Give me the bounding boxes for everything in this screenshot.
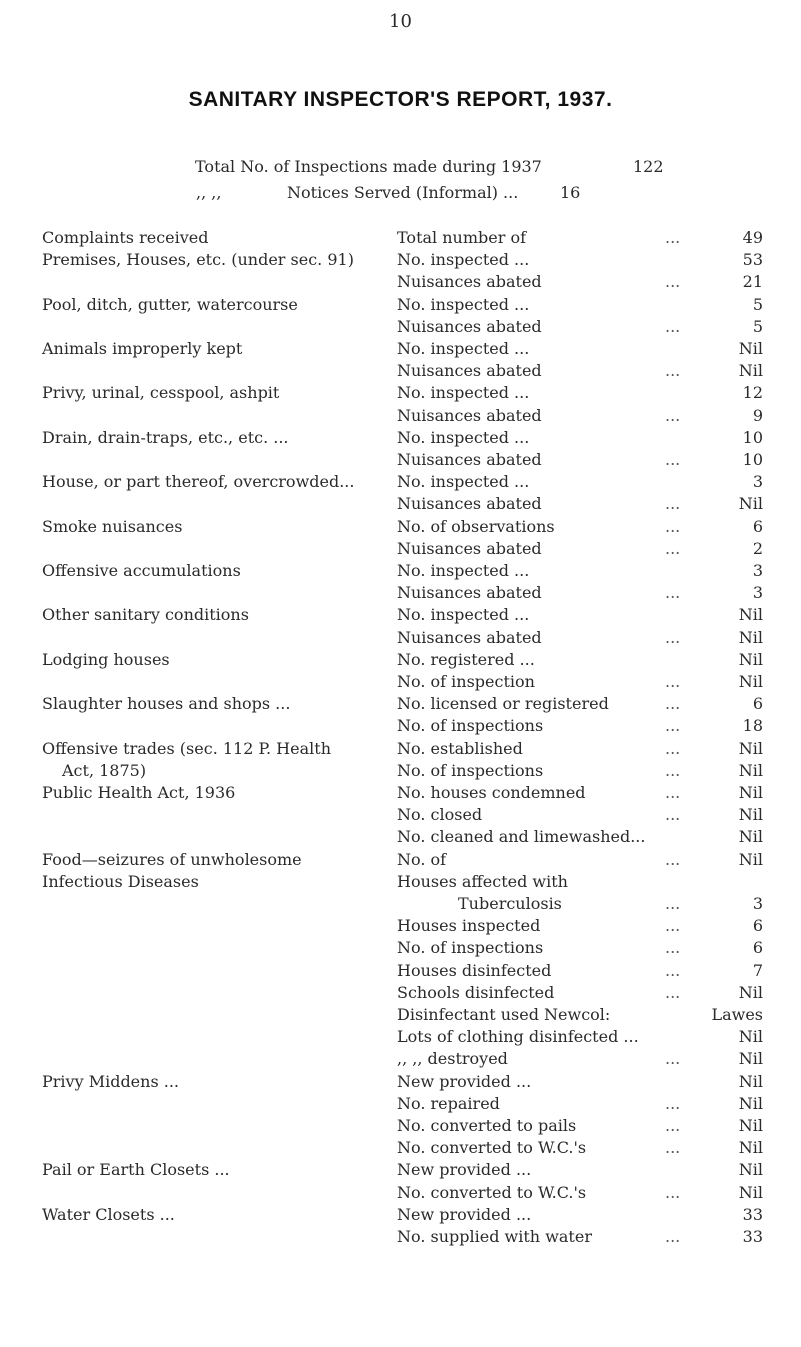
table-row <box>0 605 801 627</box>
table-row <box>0 1094 801 1116</box>
item-value: Nil <box>738 339 763 358</box>
leader-dots: ... <box>665 1138 681 1158</box>
category-label: Public Health Act, 1936 <box>42 783 236 802</box>
category-label: Offensive accumulations <box>42 561 241 580</box>
category-label: Food—seizures of unwholesome <box>42 849 302 869</box>
table-row <box>0 672 801 694</box>
item-value: Nil <box>738 1093 763 1113</box>
table-row <box>0 494 801 516</box>
category-label: Smoke nuisances <box>42 516 183 536</box>
leader-dots: ... <box>665 672 681 691</box>
table-row <box>0 1183 801 1205</box>
table-row <box>0 1049 801 1071</box>
item-label: Nuisances abated <box>397 538 542 558</box>
item-value: 6 <box>752 938 763 958</box>
leader-dots: ... <box>665 361 681 381</box>
table-row <box>0 938 801 960</box>
page-title: SANITARY INSPECTOR'S REPORT, 1937. <box>188 88 613 111</box>
leader-dots: ... <box>665 627 681 647</box>
item-label: No. of inspections <box>397 716 544 736</box>
item-label: Tuberculosis <box>458 894 562 913</box>
item-value: Nil <box>738 1071 763 1091</box>
leader-dots: ... <box>665 805 681 825</box>
item-label: No. inspected ... <box>397 605 530 625</box>
leader-dots: ... <box>665 516 681 536</box>
item-label: No. inspected ... <box>397 250 530 270</box>
item-label: Disinfectant used Newcol: <box>397 1005 611 1024</box>
table-row <box>0 450 801 472</box>
leader-dots: ... <box>665 228 681 247</box>
item-label: No. cleaned and limewashed... <box>397 827 646 847</box>
table-row <box>0 583 801 605</box>
leader-dots: ... <box>665 694 681 714</box>
table-row <box>0 1072 801 1094</box>
table-row <box>0 339 801 361</box>
item-value: 18 <box>742 716 763 736</box>
category-label: Privy, urinal, cesspool, ashpit <box>42 383 280 403</box>
item-label: Houses affected with <box>397 871 568 891</box>
leader-dots: ... <box>665 405 681 425</box>
table-row <box>0 1138 801 1160</box>
item-label: No. repaired <box>397 1093 500 1113</box>
category-label: Lodging houses <box>42 649 170 669</box>
item-value: Lawes <box>711 1005 763 1024</box>
table-row <box>0 1205 801 1227</box>
category-label: Animals improperly kept <box>42 339 243 358</box>
item-value: 5 <box>752 294 763 314</box>
table-row <box>0 872 801 894</box>
category-label: Water Closets ... <box>42 1204 175 1224</box>
item-value: Nil <box>738 1049 763 1069</box>
category-label: Pail or Earth Closets ... <box>42 1160 230 1180</box>
table-row <box>0 894 801 916</box>
leader-dots: ... <box>665 272 681 292</box>
leader-dots: ... <box>665 583 681 603</box>
item-label: No. houses condemned <box>397 783 586 802</box>
item-label: No. of <box>397 849 447 869</box>
table-row <box>0 761 801 783</box>
category-label: Pool, ditch, gutter, watercourse <box>42 294 298 314</box>
table-row <box>0 805 801 827</box>
leader-dots: ... <box>665 783 681 802</box>
page-number: 10 <box>389 11 412 32</box>
category-label: Act, 1875) <box>62 760 147 780</box>
item-value: 10 <box>742 450 763 469</box>
item-label: No. converted to pails <box>397 1116 577 1135</box>
item-label: New provided ... <box>397 1204 532 1224</box>
table-row <box>0 850 801 872</box>
item-label: No. established <box>397 738 523 758</box>
item-value: Nil <box>738 982 763 1002</box>
table-row <box>0 250 801 272</box>
item-value: 5 <box>752 316 763 336</box>
table-row <box>0 272 801 294</box>
leader-dots: ... <box>665 1049 681 1069</box>
table-row <box>0 561 801 583</box>
item-label: No. inspected ... <box>397 472 530 492</box>
item-value: Nil <box>738 361 763 381</box>
item-label: No. of inspection <box>397 672 535 691</box>
item-label: No. inspected ... <box>397 561 530 580</box>
item-label: No. converted to W.C.'s <box>397 1138 587 1158</box>
item-label: Houses disinfected <box>397 960 552 980</box>
item-label: No. inspected ... <box>397 383 530 403</box>
table-row <box>0 961 801 983</box>
item-value: 3 <box>752 583 763 603</box>
item-value: 6 <box>752 916 763 936</box>
table-row <box>0 1027 801 1049</box>
table-row <box>0 1160 801 1182</box>
item-value: 7 <box>752 960 763 980</box>
leader-dots: ... <box>665 1182 681 1202</box>
item-label: No. supplied with water <box>397 1227 592 1246</box>
item-label: Nuisances abated <box>397 361 542 381</box>
item-value: 6 <box>752 516 763 536</box>
item-value: Nil <box>738 494 763 514</box>
item-label: No. converted to W.C.'s <box>397 1182 587 1202</box>
item-label: No. closed <box>397 805 483 825</box>
category-label: Drain, drain-traps, etc., etc. ... <box>42 427 289 447</box>
leader-dots: ... <box>665 982 681 1002</box>
item-value: 53 <box>742 250 763 270</box>
table-row <box>0 1116 801 1138</box>
item-value: 2 <box>752 538 763 558</box>
item-value: Nil <box>738 1160 763 1180</box>
leader-dots: ... <box>665 316 681 336</box>
table-row <box>0 406 801 428</box>
leader-dots: ... <box>665 916 681 936</box>
item-value: Nil <box>738 849 763 869</box>
table-row <box>0 650 801 672</box>
table-row <box>0 517 801 539</box>
item-label: Nuisances abated <box>397 627 542 647</box>
table-row <box>0 428 801 450</box>
table-row <box>0 716 801 738</box>
item-label: New provided ... <box>397 1071 532 1091</box>
notices-value: 16 <box>560 183 581 202</box>
category-label: Other sanitary conditions <box>42 605 249 625</box>
item-value: Nil <box>738 1116 763 1135</box>
item-value: 3 <box>752 894 763 913</box>
table-row <box>0 827 801 849</box>
item-value: 3 <box>752 561 763 580</box>
leader-dots: ... <box>665 960 681 980</box>
item-value: 9 <box>752 405 763 425</box>
notices-ditto: ,, ,, <box>196 183 222 202</box>
item-label: Nuisances abated <box>397 494 542 514</box>
item-value: 21 <box>742 272 763 292</box>
item-label: No. registered ... <box>397 649 535 669</box>
item-value: 33 <box>742 1204 763 1224</box>
leader-dots: ... <box>665 938 681 958</box>
table-row <box>0 228 801 250</box>
item-label: Nuisances abated <box>397 405 542 425</box>
leader-dots: ... <box>665 716 681 736</box>
item-value: 10 <box>742 427 763 447</box>
item-label: Nuisances abated <box>397 272 542 292</box>
table-row <box>0 628 801 650</box>
notices-label: Notices Served (Informal) ... <box>287 183 519 202</box>
item-value: Nil <box>738 1138 763 1158</box>
item-label: No. of inspections <box>397 760 544 780</box>
table-row <box>0 295 801 317</box>
item-label: No. inspected ... <box>397 339 530 358</box>
leader-dots: ... <box>665 538 681 558</box>
item-label: Nuisances abated <box>397 316 542 336</box>
category-label: Infectious Diseases <box>42 871 199 891</box>
item-label: Lots of clothing disinfected ... <box>397 1027 639 1047</box>
item-value: Nil <box>738 1182 763 1202</box>
leader-dots: ... <box>665 494 681 514</box>
table-row <box>0 361 801 383</box>
item-value: 33 <box>742 1227 763 1246</box>
item-value: Nil <box>738 605 763 625</box>
item-label: Schools disinfected <box>397 982 555 1002</box>
item-value: Nil <box>738 827 763 847</box>
item-value: 6 <box>752 694 763 714</box>
category-label: Offensive trades (sec. 112 P. Health <box>42 738 331 758</box>
category-label: House, or part thereof, overcrowded... <box>42 472 355 492</box>
item-value: 3 <box>752 472 763 492</box>
table-row <box>0 317 801 339</box>
table-row <box>0 539 801 561</box>
item-label: Nuisances abated <box>397 450 542 469</box>
item-value: 12 <box>742 383 763 403</box>
item-value: Nil <box>738 1027 763 1047</box>
table-row <box>0 983 801 1005</box>
table-row <box>0 383 801 405</box>
table-row <box>0 1227 801 1249</box>
item-label: No. licensed or registered <box>397 694 609 714</box>
leader-dots: ... <box>665 1093 681 1113</box>
leader-dots: ... <box>665 894 681 913</box>
item-label: No. of inspections <box>397 938 544 958</box>
table-row <box>0 783 801 805</box>
leader-dots: ... <box>665 738 681 758</box>
category-label: Premises, Houses, etc. (under sec. 91) <box>42 250 354 270</box>
leader-dots: ... <box>665 1116 681 1135</box>
leader-dots: ... <box>665 760 681 780</box>
inspections-value: 122 <box>633 157 664 176</box>
category-label: Complaints received <box>42 228 209 247</box>
table-row <box>0 472 801 494</box>
item-label: No. inspected ... <box>397 427 530 447</box>
item-value: Nil <box>738 760 763 780</box>
table-row <box>0 739 801 761</box>
category-label: Slaughter houses and shops ... <box>42 694 291 714</box>
item-value: Nil <box>738 672 763 691</box>
item-label: ,, ,, destroyed <box>397 1049 508 1069</box>
item-label: No. inspected ... <box>397 294 530 314</box>
item-value: Nil <box>738 805 763 825</box>
leader-dots: ... <box>665 849 681 869</box>
item-label: Houses inspected <box>397 916 541 936</box>
item-label: No. of observations <box>397 516 555 536</box>
item-value: Nil <box>738 738 763 758</box>
leader-dots: ... <box>665 1227 681 1246</box>
inspections-label: Total No. of Inspections made during 1937 <box>195 157 542 176</box>
item-label: Total number of <box>397 228 527 247</box>
table-row <box>0 916 801 938</box>
item-label: Nuisances abated <box>397 583 542 603</box>
category-label: Privy Middens ... <box>42 1071 180 1091</box>
item-value: Nil <box>738 783 763 802</box>
item-value: 49 <box>742 228 763 247</box>
table-row <box>0 694 801 716</box>
item-value: Nil <box>738 627 763 647</box>
item-value: Nil <box>738 649 763 669</box>
table-row <box>0 1005 801 1027</box>
leader-dots: ... <box>665 450 681 469</box>
item-label: New provided ... <box>397 1160 532 1180</box>
